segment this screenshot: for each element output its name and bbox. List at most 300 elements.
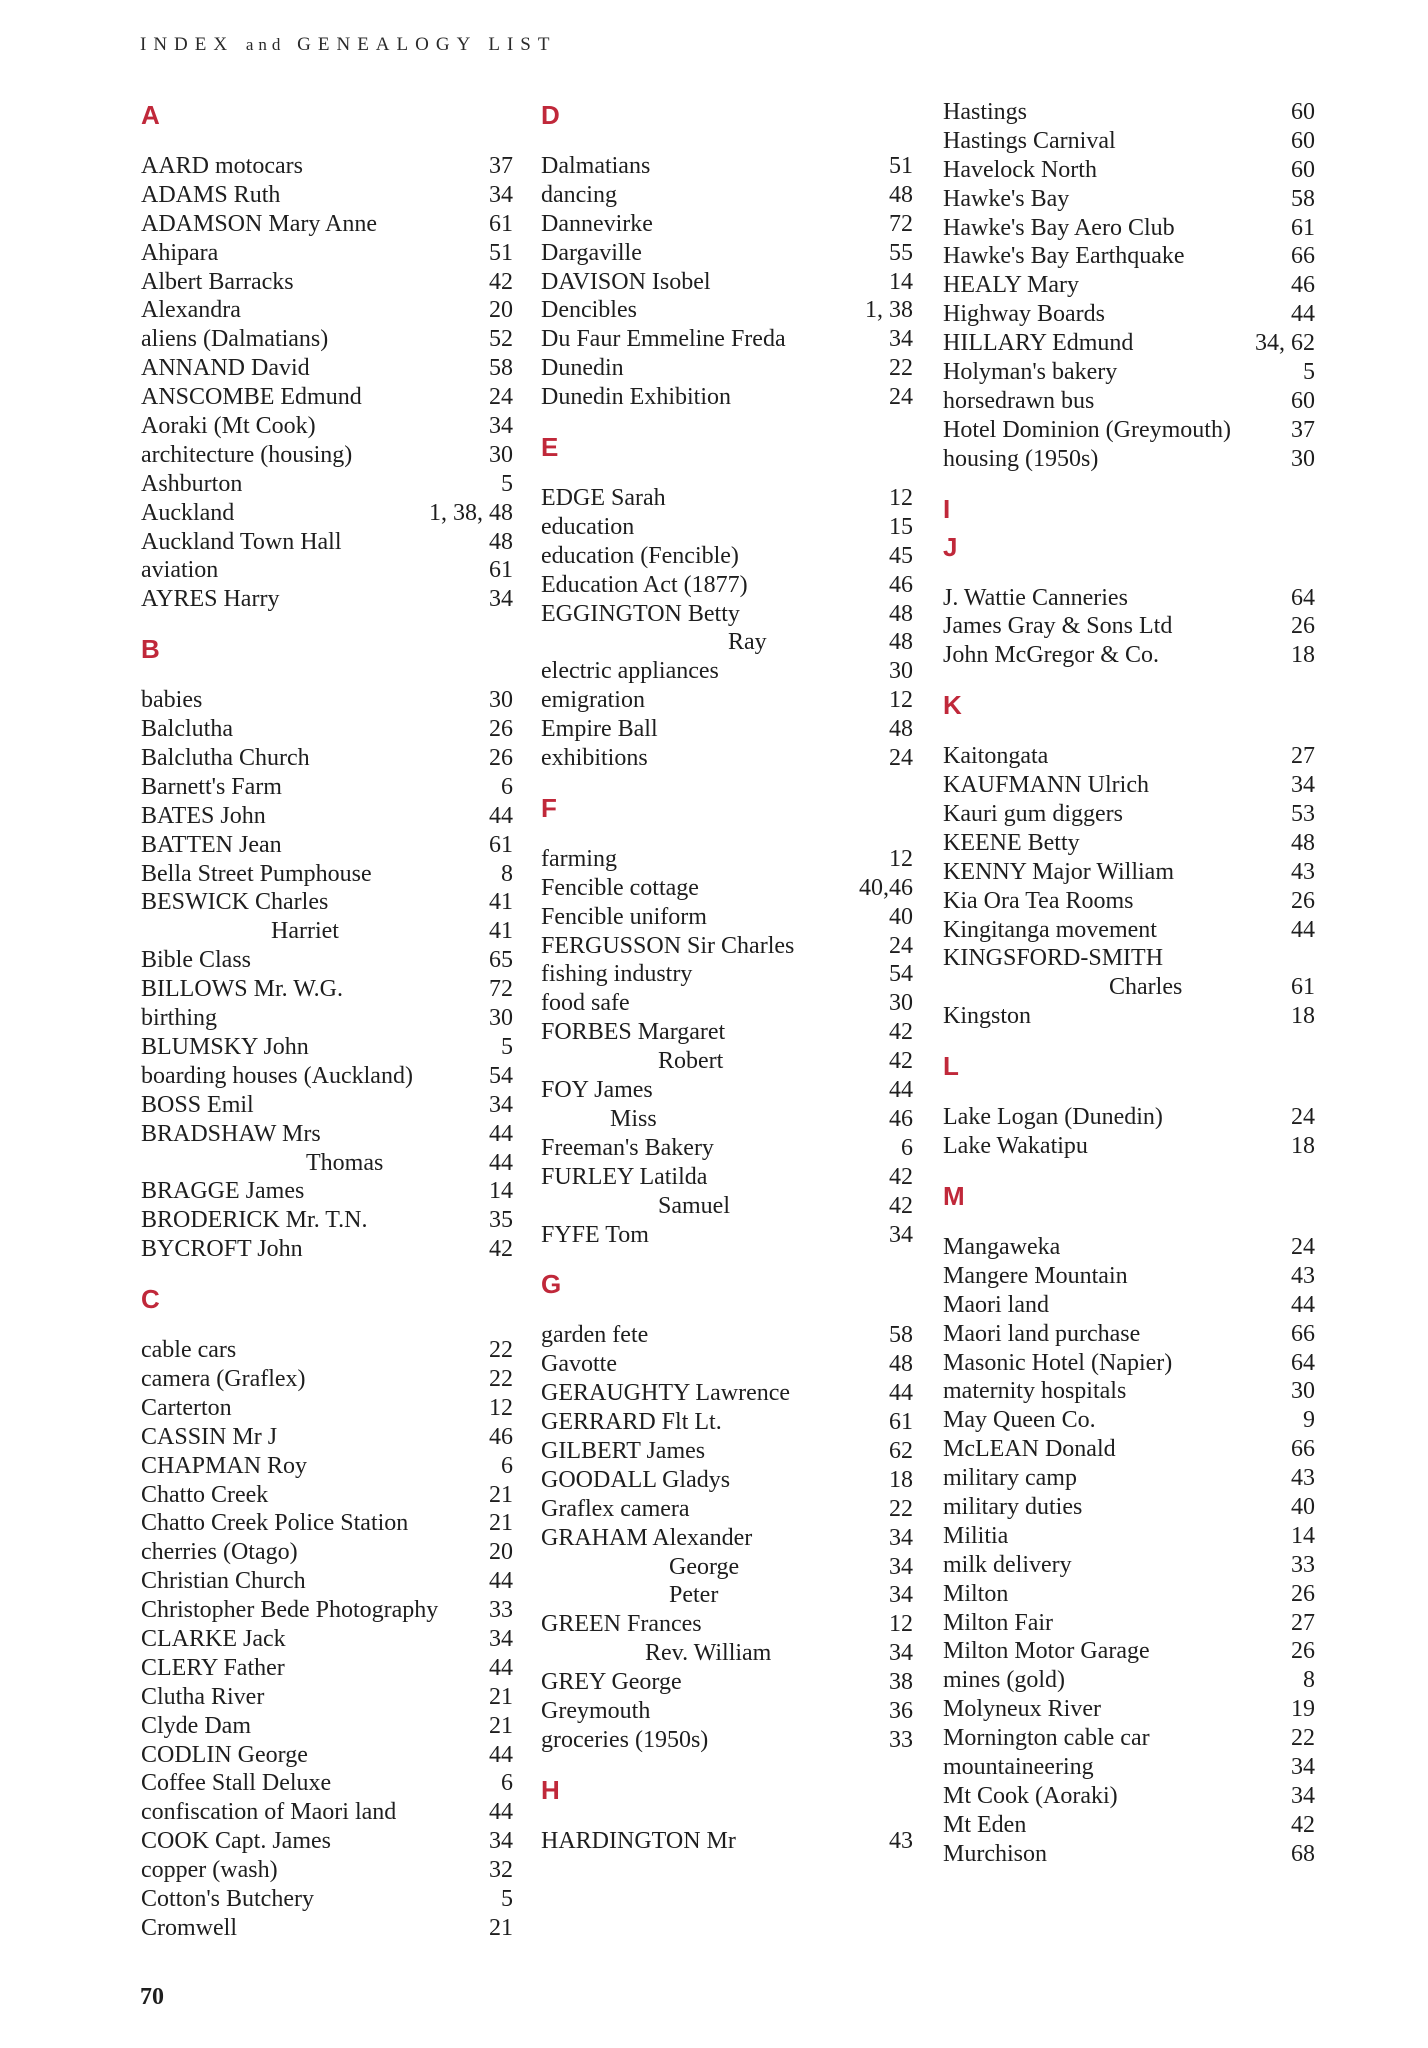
section-letter-heading: G	[541, 1269, 562, 1300]
entry-term: CASSIN Mr J	[141, 1423, 278, 1450]
index-entry	[943, 1464, 1315, 1493]
entry-term: Chatto Creek Police Station	[141, 1510, 409, 1537]
entry-page-refs: 58	[489, 355, 513, 382]
entry-page-refs: 72	[889, 210, 913, 237]
entry-page-refs: 30	[1291, 1378, 1315, 1405]
index-entry	[141, 354, 513, 383]
entry-page-refs: 6	[501, 1452, 513, 1479]
entry-term: Dencibles	[541, 297, 637, 324]
entry-page-refs: 6	[501, 773, 513, 800]
entry-page-refs: 34	[489, 181, 513, 208]
index-entry	[541, 932, 913, 961]
section-letter-heading: J	[943, 531, 958, 562]
section-spacer	[943, 1161, 1315, 1175]
entry-page-refs: 6	[901, 1134, 913, 1161]
entry-page-refs: 30	[1291, 445, 1315, 472]
entry-page-refs: 24	[889, 745, 913, 772]
index-entry	[141, 1062, 513, 1091]
index-entry	[141, 946, 513, 975]
index-entry	[943, 329, 1315, 358]
entry-page-refs: 43	[1291, 858, 1315, 885]
index-entry	[541, 715, 913, 744]
index-entry	[943, 416, 1315, 445]
index-entry	[541, 239, 913, 268]
section-spacer	[943, 670, 1315, 684]
entry-page-refs: 42	[489, 1236, 513, 1263]
entry-term: KINGSFORD-SMITH	[943, 945, 1164, 972]
entry-term: birthing	[141, 1005, 217, 1032]
index-entry	[943, 156, 1315, 185]
entry-term: ANSCOMBE Edmund	[141, 384, 362, 411]
index-entry	[141, 499, 513, 528]
entry-term: Fencible cottage	[541, 874, 699, 901]
index-entry	[943, 1377, 1315, 1406]
index-entry	[943, 242, 1315, 271]
entry-term: BOSS Emil	[141, 1091, 254, 1118]
index-entry	[943, 1406, 1315, 1435]
entry-page-refs: 14	[1291, 1522, 1315, 1549]
index-entry	[541, 1379, 913, 1408]
entry-page-refs: 61	[1291, 974, 1315, 1001]
entry-page-refs: 48	[489, 528, 513, 555]
entry-page-refs: 15	[889, 513, 913, 540]
entry-term: architecture (housing)	[141, 441, 353, 468]
entry-page-refs: 21	[489, 1683, 513, 1710]
entry-term: FERGUSSON Sir Charles	[541, 932, 795, 959]
entry-term: CLERY Father	[141, 1654, 285, 1681]
index-subentry	[141, 1149, 513, 1178]
index-entry	[943, 944, 1315, 973]
entry-page-refs: 24	[1291, 1104, 1315, 1131]
entry-page-refs: 21	[489, 1712, 513, 1739]
entry-page-refs: 72	[489, 976, 513, 1003]
index-subentry	[541, 1581, 913, 1610]
index-entry	[943, 98, 1315, 127]
entry-term: DAVISON Isobel	[541, 268, 711, 295]
entry-term: horsedrawn bus	[943, 387, 1095, 414]
entry-page-refs: 24	[889, 384, 913, 411]
index-entry	[541, 1437, 913, 1466]
index-entry	[943, 887, 1315, 916]
entry-term: KEENE Betty	[943, 829, 1080, 856]
entry-page-refs: 5	[501, 470, 513, 497]
entry-page-refs: 20	[489, 297, 513, 324]
entry-term: ANNAND David	[141, 355, 310, 382]
index-entry	[141, 528, 513, 557]
index-entry	[541, 1726, 913, 1755]
entry-page-refs: 42	[889, 1163, 913, 1190]
index-entry	[541, 1321, 913, 1350]
index-entry	[541, 1076, 913, 1105]
entry-term: EDGE Sarah	[541, 485, 666, 512]
index-entry	[141, 715, 513, 744]
index-entry	[141, 686, 513, 715]
entry-term: confiscation of Maori land	[141, 1799, 397, 1826]
index-section-e	[541, 432, 913, 787]
entry-page-refs: 12	[889, 1611, 913, 1638]
entry-term: CODLIN George	[141, 1741, 308, 1768]
index-entry	[943, 771, 1315, 800]
entry-term: maternity hospitals	[943, 1378, 1127, 1405]
entry-term: education	[541, 513, 635, 540]
entry-term: GERAUGHTY Lawrence	[541, 1380, 791, 1407]
entry-term: Murchison	[943, 1840, 1047, 1867]
index-entry	[141, 1004, 513, 1033]
index-entry	[541, 268, 913, 297]
index-entry	[541, 845, 913, 874]
index-entry	[141, 210, 513, 239]
index-entry	[141, 1091, 513, 1120]
section-spacer	[141, 614, 513, 628]
entry-term: aliens (Dalmatians)	[141, 326, 329, 353]
entry-term: Milton Motor Garage	[943, 1638, 1150, 1665]
index-entry	[943, 1782, 1315, 1811]
running-head-index: INDEX	[140, 34, 235, 55]
entry-term: Christian Church	[141, 1568, 306, 1595]
index-subentry	[541, 1047, 913, 1076]
index-entry	[141, 1336, 513, 1365]
index-entry	[541, 1610, 913, 1639]
index-entry	[141, 239, 513, 268]
entry-term: Dannevirke	[541, 210, 653, 237]
index-entry	[541, 152, 913, 181]
entry-page-refs: 58	[1291, 185, 1315, 212]
entry-page-refs: 26	[1291, 887, 1315, 914]
entry-term: AYRES Harry	[141, 586, 280, 613]
entry-page-refs: 43	[1291, 1262, 1315, 1289]
index-entry	[141, 556, 513, 585]
entry-page-refs: 22	[489, 1365, 513, 1392]
entry-page-refs: 1, 38	[865, 297, 913, 324]
entry-term: Robert	[658, 1048, 724, 1075]
entry-term: Masonic Hotel (Napier)	[943, 1349, 1173, 1376]
entry-term: Lake Wakatipu	[943, 1133, 1088, 1160]
entry-page-refs: 66	[1291, 243, 1315, 270]
entry-term: Cotton's Butchery	[141, 1885, 314, 1912]
index-entry	[943, 1132, 1315, 1161]
entry-term: Education Act (1877)	[541, 571, 748, 598]
index-entry	[141, 181, 513, 210]
entry-page-refs: 34	[1291, 772, 1315, 799]
index-entry	[943, 1666, 1315, 1695]
index-subentry	[541, 628, 913, 657]
entry-term: J. Wattie Canneries	[943, 584, 1128, 611]
entry-term: Mt Cook (Aoraki)	[943, 1782, 1118, 1809]
entry-page-refs: 40	[1291, 1493, 1315, 1520]
entry-term: HARDINGTON Mr	[541, 1827, 736, 1854]
index-entry	[943, 1103, 1315, 1132]
index-section-l	[943, 1051, 1315, 1175]
entry-page-refs: 46	[889, 1105, 913, 1132]
index-entry	[943, 1002, 1315, 1031]
entry-page-refs: 64	[1291, 1349, 1315, 1376]
index-section-h	[541, 1775, 913, 1856]
index-entry	[541, 1350, 913, 1379]
entry-term: Hastings	[943, 99, 1027, 125]
entry-term: milk delivery	[943, 1551, 1072, 1578]
entry-term: Kaitongata	[943, 743, 1049, 770]
entry-page-refs: 44	[889, 1380, 913, 1407]
entry-term: GREY George	[541, 1669, 682, 1696]
index-entry	[541, 484, 913, 513]
index-entry	[943, 1522, 1315, 1551]
index-entry	[141, 1033, 513, 1062]
entry-term: HEALY Mary	[943, 272, 1080, 299]
section-spacer	[541, 412, 913, 426]
entry-page-refs: 62	[889, 1437, 913, 1464]
entry-page-refs: 26	[1291, 1638, 1315, 1665]
entry-page-refs: 66	[1291, 1320, 1315, 1347]
entry-term: Greymouth	[541, 1697, 651, 1724]
entry-term: Chatto Creek	[141, 1481, 269, 1508]
entry-term: military camp	[943, 1465, 1077, 1492]
entry-page-refs: 6	[501, 1770, 513, 1797]
entry-page-refs: 61	[889, 1409, 913, 1436]
entry-term: McLEAN Donald	[943, 1436, 1116, 1463]
index-entry	[943, 1233, 1315, 1262]
entry-term: KENNY Major William	[943, 858, 1174, 885]
entry-term: GILBERT James	[541, 1437, 706, 1464]
entry-page-refs: 44	[489, 802, 513, 829]
index-subentry	[141, 917, 513, 946]
index-entry	[943, 800, 1315, 829]
index-entry	[141, 1509, 513, 1538]
entry-term: Kingston	[943, 1003, 1032, 1030]
index-entry	[943, 1840, 1315, 1869]
index-entry	[541, 1697, 913, 1726]
index-section-g	[541, 1269, 913, 1768]
entry-term: Mangaweka	[943, 1233, 1061, 1260]
entry-term: BESWICK Charles	[141, 889, 329, 916]
index-entry	[541, 354, 913, 383]
entry-page-refs: 60	[1291, 387, 1315, 414]
entry-page-refs: 45	[889, 542, 913, 569]
section-spacer	[541, 1249, 913, 1263]
index-entry	[943, 1291, 1315, 1320]
entry-page-refs: 58	[889, 1322, 913, 1349]
index-entry	[943, 641, 1315, 670]
entry-page-refs: 30	[489, 441, 513, 468]
entry-page-refs: 61	[489, 557, 513, 584]
index-entry	[141, 1481, 513, 1510]
entry-page-refs: 18	[1291, 1133, 1315, 1160]
entry-page-refs: 9	[1303, 1407, 1315, 1434]
entry-page-refs: 37	[489, 153, 513, 179]
section-letter-heading: H	[541, 1774, 560, 1805]
index-entry	[943, 1262, 1315, 1291]
section-letter-heading: C	[141, 1284, 160, 1315]
entry-term: Milton	[943, 1580, 1009, 1607]
section-letter-heading: B	[141, 634, 160, 665]
entry-page-refs: 48	[1291, 829, 1315, 856]
index-entry	[141, 1885, 513, 1914]
entry-page-refs: 48	[889, 181, 913, 208]
index-entry	[943, 185, 1315, 214]
entry-term: camera (Graflex)	[141, 1365, 306, 1392]
entry-term: Rev. William	[645, 1640, 772, 1667]
index-entry	[541, 513, 913, 542]
index-entry	[541, 325, 913, 354]
entry-term: FORBES Margaret	[541, 1019, 726, 1046]
index-section-f	[541, 793, 913, 1263]
index-entry	[141, 383, 513, 412]
entry-page-refs: 42	[889, 1048, 913, 1075]
entry-page-refs: 44	[489, 1120, 513, 1147]
entry-page-refs: 64	[1291, 584, 1315, 611]
index-entry	[141, 744, 513, 773]
entry-term: Maori land	[943, 1291, 1049, 1318]
section-letter-heading: M	[943, 1180, 965, 1211]
index-entry	[141, 1827, 513, 1856]
entry-term: GRAHAM Alexander	[541, 1524, 753, 1551]
entry-page-refs: 60	[1291, 127, 1315, 154]
entry-term: exhibitions	[541, 745, 648, 772]
entry-page-refs: 20	[489, 1539, 513, 1566]
entry-page-refs: 37	[1291, 416, 1315, 443]
index-entry	[141, 1120, 513, 1149]
entry-term: fishing industry	[541, 961, 693, 988]
entry-page-refs: 61	[1291, 214, 1315, 241]
entry-term: ADAMS Ruth	[141, 181, 281, 208]
entry-page-refs: 22	[889, 1495, 913, 1522]
entry-term: Auckland	[141, 499, 235, 526]
entry-term: Clutha River	[141, 1683, 265, 1710]
entry-page-refs: 54	[889, 961, 913, 988]
entry-page-refs: 27	[1291, 1609, 1315, 1636]
entry-term: Bible Class	[141, 947, 252, 974]
index-entry	[141, 975, 513, 1004]
entry-term: CLARKE Jack	[141, 1625, 286, 1652]
entry-page-refs: 21	[489, 1481, 513, 1508]
index-entry	[141, 888, 513, 917]
entry-page-refs: 5	[501, 1885, 513, 1912]
entry-term: cable cars	[141, 1337, 237, 1364]
entry-page-refs: 60	[1291, 156, 1315, 183]
index-entry	[943, 1695, 1315, 1724]
entry-page-refs: 42	[889, 1192, 913, 1219]
index-entry	[541, 1163, 913, 1192]
index-entry	[943, 358, 1315, 387]
entry-page-refs: 34	[889, 1524, 913, 1551]
entry-term: Balclutha	[141, 716, 233, 743]
index-section-j	[943, 532, 1315, 685]
entry-term: Samuel	[658, 1192, 730, 1219]
entry-term: Ray	[728, 629, 767, 656]
entry-term: Charles	[1109, 974, 1183, 1001]
entry-term: Kingitanga movement	[943, 916, 1157, 943]
entry-term: Freeman's Bakery	[541, 1134, 714, 1161]
entry-page-refs: 12	[889, 845, 913, 872]
entry-term: FYFE Tom	[541, 1221, 649, 1248]
index-entry	[141, 1856, 513, 1885]
entry-page-refs: 5	[1303, 359, 1315, 386]
entry-term: GREEN Frances	[541, 1611, 702, 1638]
entry-term: Hotel Dominion (Greymouth)	[943, 416, 1231, 443]
entry-term: aviation	[141, 557, 219, 584]
index-entry	[141, 1452, 513, 1481]
entry-page-refs: 27	[1291, 743, 1315, 770]
entry-page-refs: 52	[489, 326, 513, 353]
entry-term: FURLEY Latilda	[541, 1163, 708, 1190]
entry-page-refs: 44	[1291, 916, 1315, 943]
index-entry	[141, 296, 513, 325]
section-letter-heading: D	[541, 100, 560, 130]
entry-page-refs: 24	[489, 384, 513, 411]
index-entry	[141, 152, 513, 181]
index-entry	[943, 300, 1315, 329]
index-entry	[141, 1914, 513, 1943]
index-column-2	[541, 96, 913, 1856]
index-entry	[141, 1712, 513, 1741]
index-entry	[541, 1668, 913, 1697]
section-spacer	[943, 1031, 1315, 1045]
index-entry	[141, 1365, 513, 1394]
entry-page-refs: 41	[489, 889, 513, 916]
index-entry	[943, 1724, 1315, 1753]
entry-page-refs: 33	[489, 1597, 513, 1624]
entry-page-refs: 40	[889, 903, 913, 930]
entry-page-refs: 46	[889, 571, 913, 598]
index-entry	[541, 1524, 913, 1553]
index-entry	[141, 1567, 513, 1596]
index-entry	[141, 470, 513, 499]
index-entry	[141, 1538, 513, 1567]
entry-term: Ahipara	[141, 239, 219, 266]
entry-page-refs: 44	[489, 1568, 513, 1595]
entry-page-refs: 12	[889, 687, 913, 714]
entry-page-refs: 43	[889, 1827, 913, 1854]
index-entry	[943, 1580, 1315, 1609]
entry-term: Cromwell	[141, 1914, 237, 1941]
index-entry	[541, 1466, 913, 1495]
section-spacer	[541, 1755, 913, 1769]
index-subentry	[541, 1553, 913, 1582]
entry-term: garden fete	[541, 1322, 649, 1349]
entry-page-refs: 32	[489, 1857, 513, 1884]
page-number: 70	[140, 1984, 164, 2010]
entry-term: Fencible uniform	[541, 903, 707, 930]
index-entry	[541, 1495, 913, 1524]
section-letter-heading: F	[541, 792, 557, 823]
running-head-genealogy: GENEALOGY LIST	[297, 34, 557, 55]
index-entry	[141, 1798, 513, 1827]
index-entry	[141, 773, 513, 802]
entry-term: Havelock North	[943, 156, 1097, 183]
entry-page-refs: 12	[889, 485, 913, 512]
entry-page-refs: 42	[489, 268, 513, 295]
entry-page-refs: 24	[889, 932, 913, 959]
entry-page-refs: 34	[489, 1625, 513, 1652]
entry-term: Balclutha Church	[141, 745, 310, 772]
entry-term: May Queen Co.	[943, 1407, 1096, 1434]
index-entry	[541, 1408, 913, 1437]
entry-page-refs: 68	[1291, 1840, 1315, 1867]
entry-page-refs: 34	[889, 1582, 913, 1609]
entry-page-refs: 8	[1303, 1667, 1315, 1694]
entry-term: Gavotte	[541, 1351, 617, 1378]
entry-term: Kauri gum diggers	[943, 801, 1123, 828]
entry-page-refs: 30	[489, 687, 513, 714]
entry-term: Hawke's Bay	[943, 185, 1070, 212]
entry-page-refs: 43	[1291, 1465, 1315, 1492]
entry-term: BRAGGE James	[141, 1178, 305, 1205]
entry-page-refs: 44	[1291, 301, 1315, 328]
index-entry	[943, 916, 1315, 945]
entry-page-refs: 8	[501, 860, 513, 887]
index-entry	[943, 387, 1315, 416]
entry-page-refs: 44	[489, 1799, 513, 1826]
entry-term: Molyneux River	[943, 1696, 1101, 1723]
